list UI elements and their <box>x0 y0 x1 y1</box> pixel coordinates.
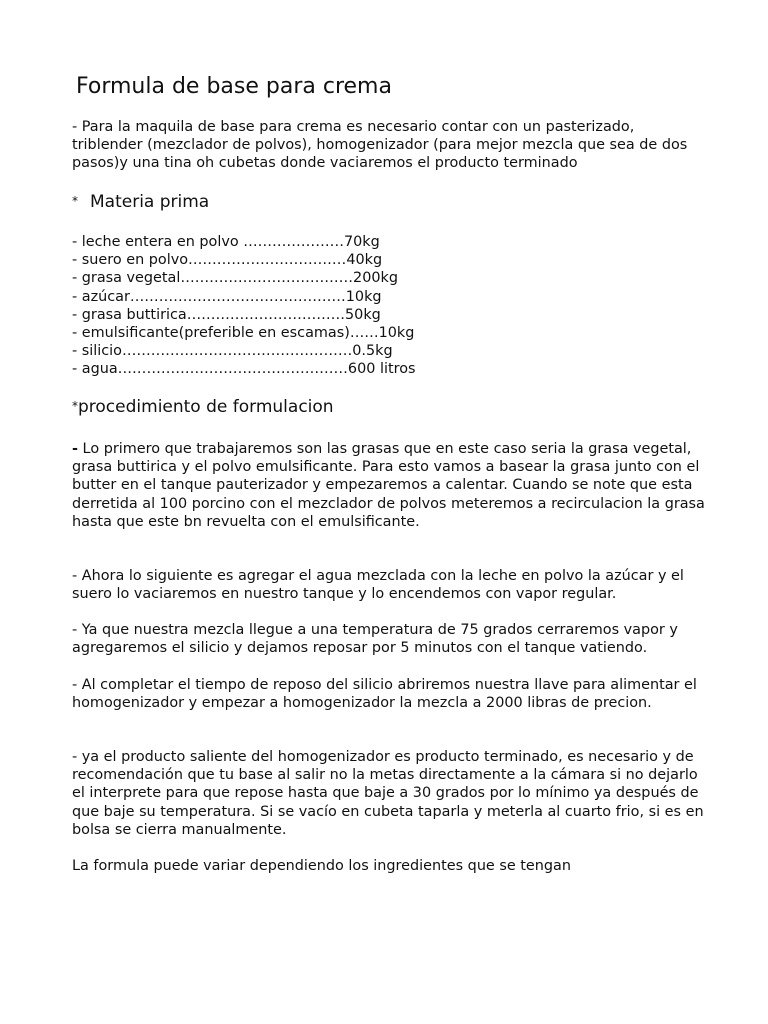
procedure-paragraph-1-text: Lo primero que trabajaremos son las grasas que en este caso seria la grasa vegetal, grasa buttirica y el polvo emulsificante. Para esto vamos a basear la grasa junto con el butter en el tanque pauterizador y empezaremos a calentar. Cuando se note que esta derretida al 100 porcino con el mezclador de polvos meteremos a recirculacion la grasa hasta que este bn revuelta con el emulsificante. <box>72 441 705 530</box>
materia-prima-heading <box>72 190 209 213</box>
ingredient-item: - agua…………………………………………600 litros <box>72 361 416 378</box>
procedimiento-heading-text: procedimiento de formulacion <box>78 397 334 417</box>
procedure-paragraph-3: - Ya que nuestra mezcla llegue a una temperatura de 75 grados cerraremos vapor y agregaremos el silicio y dejamos reposar por 5 minutos con el tanque vatiendo. <box>72 622 678 657</box>
ingredient-list <box>72 233 416 379</box>
ingredient-item: - suero en polvo……………………………40kg <box>72 252 383 269</box>
ingredient-item: - leche entera en polvo …………………70kg <box>72 234 380 250</box>
asterisk-bullet: * <box>72 399 78 413</box>
asterisk-bullet: * <box>72 194 78 208</box>
bold-dash: - <box>72 441 78 457</box>
intro-paragraph: - Para la maquila de base para crema es necesario contar con un pasterizado, triblender (mezclador de polvos), homogenizador (para mejor mezcla que sea de dos pasos)y una tina oh cubetas donde vaciaremos el producto terminado <box>72 119 688 172</box>
procedure-paragraph-5: - ya el producto saliente del homogenizador es producto terminado, es necesario y de recomendación que tu base al salir no la metas directamente a la cámara si no dejarlo el interprete para que repose hasta que baje a 30 grados por lo mínimo ya después de que baje su temperatura. Si se vacío en cubeta taparla y meterla al cuarto frio, si es en bolsa se cierra manualmente. <box>72 749 704 838</box>
procedimiento-heading <box>72 395 334 418</box>
document-title: Formula de base para crema <box>76 74 392 99</box>
closing-note: La formula puede variar dependiendo los ingredientes que se tengan <box>72 858 571 874</box>
procedure-paragraph-2: - Ahora lo siguiente es agregar el agua mezclada con la leche en polvo la azúcar y el suero lo vaciaremos en nuestro tanque y lo encendemos con vapor regular. <box>72 568 684 603</box>
ingredient-item: - azúcar………………………………………10kg <box>72 288 382 305</box>
procedure-paragraph-4: - Al completar el tiempo de reposo del silicio abriremos nuestra llave para alimentar el homogenizador y empezar a homogenizador la mezcla a 2000 libras de precion. <box>72 677 697 712</box>
procedure-paragraph-1 <box>72 440 708 531</box>
ingredient-item: - grasa buttirica……………………………50kg <box>72 306 381 323</box>
materia-prima-heading-text: Materia prima <box>90 192 210 212</box>
ingredient-item: - silicio…………………………………………0.5kg <box>72 343 393 360</box>
ingredient-item: - emulsificante(preferible en escamas)……10kg <box>72 325 415 342</box>
ingredient-item: - grasa vegetal………………………………200kg <box>72 270 398 287</box>
